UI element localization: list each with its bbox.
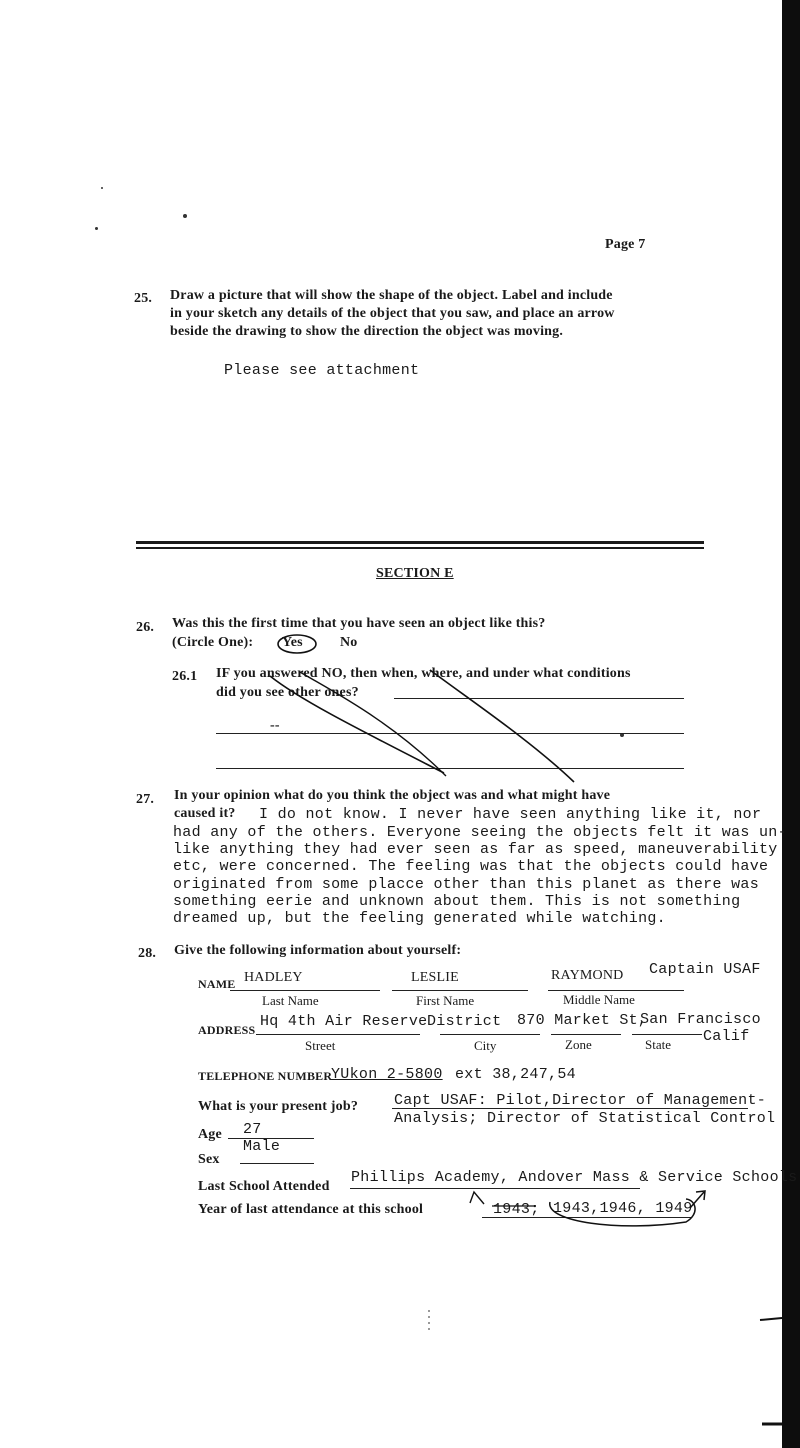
rank-value: Captain USAF	[649, 961, 761, 978]
q27-answer-line: dreamed up, but the feeling generated while watching.	[173, 910, 666, 927]
q26-number: 26.	[136, 620, 155, 635]
q26-option-yes: Yes	[282, 635, 303, 650]
year-label: Year of last attendance at this school	[198, 1202, 424, 1217]
job-value: Analysis; Director of Statistical Control	[394, 1110, 776, 1127]
q26-1-number: 26.1	[172, 669, 198, 684]
field-line	[482, 1217, 692, 1218]
field-line	[240, 1163, 314, 1164]
q27-line: caused it?	[174, 806, 236, 821]
job-label: What is your present job?	[198, 1099, 359, 1114]
state-value: San Francisco	[640, 1011, 761, 1028]
zone-caption: Zone	[565, 1037, 592, 1052]
q27-answer-line: something eerie and unknown about them. This is not something	[173, 893, 741, 910]
q27-line: In your opinion what do you think the object was and what might have	[174, 788, 611, 803]
scan-speck	[183, 214, 187, 218]
middle-name-value: RAYMOND	[551, 968, 624, 983]
section-divider	[136, 541, 704, 544]
field-line	[551, 1034, 621, 1035]
address-label: ADDRESS	[198, 1023, 256, 1037]
year-values: 1943,1946, 1949	[553, 1200, 693, 1217]
section-divider	[136, 547, 704, 549]
telephone-ext-value: ext 38,247,54	[455, 1066, 576, 1083]
state-value-2: Calif	[703, 1028, 750, 1045]
city-value: District	[427, 1013, 502, 1030]
q28-number: 28.	[138, 946, 157, 961]
q27-answer-line: had any of the others. Everyone seeing the objects felt it was un-	[173, 824, 787, 841]
q25-number: 25.	[134, 291, 153, 306]
q27-answer-line: originated from some placce other than this planet as there was	[173, 876, 759, 893]
year-struck-value: 1943;	[493, 1201, 540, 1218]
zone-value: 870 Market St,	[517, 1012, 648, 1029]
scan-speck	[95, 227, 98, 230]
q25-answer: Please see attachment	[224, 362, 420, 379]
field-line	[392, 990, 528, 991]
sex-label: Sex	[198, 1152, 220, 1167]
scan-edge	[782, 0, 800, 1448]
dash-mark: --	[270, 718, 280, 733]
first-name-caption: First Name	[416, 993, 475, 1008]
age-value: 27	[243, 1121, 262, 1138]
q26-1-line: IF you answered NO, then when, where, and under what conditions	[216, 666, 631, 681]
section-title: SECTION E	[376, 566, 454, 581]
last-name-value: HADLEY	[244, 970, 303, 985]
answer-line	[216, 733, 684, 734]
field-line	[350, 1188, 640, 1189]
q25-line: in your sketch any details of the object that you saw, and place an arrow	[170, 306, 615, 321]
street-caption: Street	[305, 1038, 336, 1053]
field-line	[440, 1034, 540, 1035]
state-caption: State	[645, 1037, 671, 1052]
q27-answer-line: I do not know. I never have seen anything like it, nor	[259, 806, 762, 823]
field-line	[632, 1034, 702, 1035]
answer-line	[216, 768, 684, 769]
school-label: Last School Attended	[198, 1179, 330, 1194]
school-value: Phillips Academy, Andover Mass & Service Schools	[351, 1169, 798, 1186]
q26-option-no: No	[340, 635, 358, 650]
q28-line: Give the following information about yourself:	[174, 943, 462, 958]
last-name-caption: Last Name	[262, 993, 319, 1008]
job-value: Capt USAF: Pilot,Director of Management-	[394, 1092, 767, 1109]
field-line	[256, 1034, 420, 1035]
name-label: NAME	[198, 977, 236, 991]
field-line	[548, 990, 684, 991]
q26-line: (Circle One):	[172, 635, 254, 650]
answer-line	[394, 698, 684, 699]
street-value: Hq 4th Air Reserve	[260, 1013, 428, 1030]
q27-answer-line: like anything they had ever seen as far as speed, maneuverability	[173, 841, 778, 858]
q26-line: Was this the first time that you have seen an object like this?	[172, 616, 546, 631]
first-name-value: LESLIE	[411, 970, 459, 985]
sex-value: Male	[243, 1138, 281, 1155]
field-line	[230, 990, 380, 991]
age-label: Age	[198, 1127, 222, 1142]
telephone-label: TELEPHONE NUMBER	[198, 1069, 333, 1083]
field-line	[392, 1108, 748, 1109]
city-caption: City	[474, 1038, 497, 1053]
q25-line: Draw a picture that will show the shape of the object. Label and include	[170, 288, 613, 303]
q27-number: 27.	[136, 792, 155, 807]
telephone-value: YUkon 2-5800	[331, 1066, 443, 1083]
scan-speck	[101, 187, 103, 189]
page-number: Page 7	[605, 237, 646, 252]
middle-name-caption: Middle Name	[563, 992, 635, 1007]
q26-1-line: did you see other ones?	[216, 685, 359, 700]
q25-line: beside the drawing to show the direction the object was moving.	[170, 324, 564, 339]
q27-answer-line: etc, were concerned. The feeling was that the objects could have	[173, 858, 769, 875]
